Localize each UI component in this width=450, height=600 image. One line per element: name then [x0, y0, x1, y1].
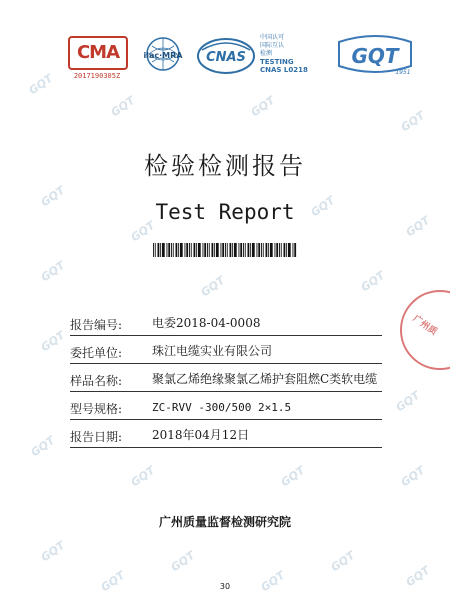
seal-text: 广州质	[410, 313, 439, 338]
barcode-bar	[158, 243, 160, 257]
barcode-bar	[227, 243, 228, 257]
barcode-bar	[162, 243, 165, 257]
cnas-testing: TESTING	[260, 58, 294, 66]
watermark: GQT	[328, 548, 358, 575]
barcode-bar	[266, 243, 268, 257]
cnas-text: CNAS	[206, 50, 246, 65]
field-value: 电委2018-04-0008	[152, 316, 261, 330]
barcode-bar	[186, 243, 188, 257]
page-number: 30	[219, 582, 231, 591]
barcode-bar	[189, 243, 190, 257]
cnas-caption	[260, 34, 330, 74]
official-seal	[400, 290, 450, 370]
watermark: GQT	[358, 268, 388, 295]
barcode-bar	[258, 243, 260, 257]
watermark: GQT	[38, 538, 68, 565]
cma-logo	[68, 36, 128, 70]
barcode-bar	[196, 243, 197, 257]
barcode-bar	[191, 243, 192, 257]
barcode-bar	[245, 243, 246, 257]
barcode-bar	[248, 243, 250, 257]
field-label: 委托单位:	[70, 346, 123, 360]
report-fields	[70, 314, 382, 454]
barcode-bar	[288, 243, 291, 257]
barcode-bar	[286, 243, 287, 257]
cma-number: 2017190305Z	[73, 72, 121, 80]
cma-text: CMA	[76, 42, 120, 63]
watermark: GQT	[248, 93, 278, 120]
gqt-logo	[335, 34, 415, 78]
barcode-bar	[214, 243, 215, 257]
barcode-bar	[173, 243, 174, 257]
field-label: 报告编号:	[70, 318, 123, 332]
barcode-bar	[257, 243, 258, 257]
watermark: GQT	[28, 433, 58, 460]
field-sample-name	[70, 370, 382, 392]
watermark: GQT	[26, 71, 56, 98]
barcode-bar	[216, 243, 219, 257]
barcode-bar	[250, 243, 251, 257]
ilac-text: ilac·MRA	[143, 51, 183, 60]
barcode-bar	[284, 243, 286, 257]
page-title: 检验检测报告	[144, 152, 306, 180]
watermark: GQT	[128, 463, 158, 490]
watermark: GQT	[258, 568, 288, 595]
field-report-date	[70, 426, 382, 448]
field-client	[70, 342, 382, 364]
field-model	[70, 398, 382, 420]
watermark: GQT	[398, 463, 428, 490]
barcode-bar	[232, 243, 233, 257]
barcode-bar	[194, 243, 196, 257]
accreditation-logos	[60, 28, 411, 88]
cnas-cn-line1: 中国认可	[260, 34, 285, 41]
barcode-bar	[279, 243, 280, 257]
barcode-bar	[270, 243, 273, 257]
barcode-bar	[276, 243, 278, 257]
page-title-english: Test Report	[155, 200, 295, 224]
field-value: ZC-RVV -300/500 2×1.5	[152, 401, 292, 414]
watermark: GQT	[403, 563, 433, 590]
barcode-bar	[225, 243, 226, 257]
barcode-bar	[171, 243, 172, 257]
barcode-bar	[178, 243, 179, 257]
barcode-bar	[294, 243, 296, 257]
barcode-bar	[207, 243, 208, 257]
cnas-number: CNAS L0218	[260, 66, 308, 74]
ilac-mra-logo	[140, 34, 186, 80]
barcode-bar	[209, 243, 210, 257]
barcode-bar	[239, 243, 240, 257]
organization-name: 广州质量监督检测研究院	[158, 515, 291, 529]
barcode-bar	[252, 243, 255, 257]
watermark: GQT	[108, 93, 138, 120]
barcode-bar	[185, 243, 186, 257]
barcode-bar	[221, 243, 222, 257]
watermark: GQT	[168, 548, 198, 575]
cnas-logo	[196, 36, 256, 76]
barcode-bar	[240, 243, 242, 257]
field-value: 聚氯乙烯绝缘聚氯乙烯护套阻燃C类软电缆	[152, 372, 378, 386]
watermark: GQT	[38, 183, 68, 210]
watermark: GQT	[308, 193, 338, 220]
barcode-bar	[155, 243, 156, 257]
watermark: GQT	[278, 463, 308, 490]
gqt-text: GQT	[351, 44, 399, 68]
barcode-bar	[234, 243, 237, 257]
field-label: 报告日期:	[70, 430, 123, 444]
barcode-bar	[203, 243, 204, 257]
barcode-bar	[212, 243, 214, 257]
barcode-bar	[176, 243, 178, 257]
watermark: GQT	[398, 108, 428, 135]
field-value: 珠江电缆实业有限公司	[152, 344, 273, 358]
barcode-bar	[293, 243, 294, 257]
field-label: 样品名称:	[70, 374, 123, 388]
field-label: 型号规格:	[70, 402, 123, 416]
barcode-bar	[275, 243, 276, 257]
watermark: GQT	[403, 213, 433, 240]
barcode-bar	[153, 243, 154, 257]
cnas-cn-line2: 国际互认	[260, 42, 285, 49]
cnas-cn-line3: 检测	[260, 50, 273, 57]
barcode-bar	[168, 243, 170, 257]
barcode	[153, 243, 297, 257]
barcode-bar	[261, 243, 262, 257]
barcode-bar	[268, 243, 269, 257]
barcode-bar	[160, 243, 161, 257]
watermark: GQT	[128, 218, 158, 245]
field-report-number	[70, 314, 382, 336]
barcode-bar	[167, 243, 168, 257]
watermark: GQT	[198, 273, 228, 300]
watermark: GQT	[38, 258, 68, 285]
watermark: GQT	[38, 328, 68, 355]
field-value: 2018年04月12日	[152, 428, 250, 442]
barcode-bar	[198, 243, 201, 257]
barcode-bar	[243, 243, 244, 257]
barcode-bar	[281, 243, 282, 257]
barcode-bar	[263, 243, 264, 257]
watermark: GQT	[98, 568, 128, 595]
barcode-bar	[230, 243, 232, 257]
gqt-year: 1951	[395, 69, 411, 76]
watermark: GQT	[393, 388, 423, 415]
barcode-bar	[222, 243, 224, 257]
barcode-bar	[204, 243, 206, 257]
barcode-bar	[180, 243, 183, 257]
